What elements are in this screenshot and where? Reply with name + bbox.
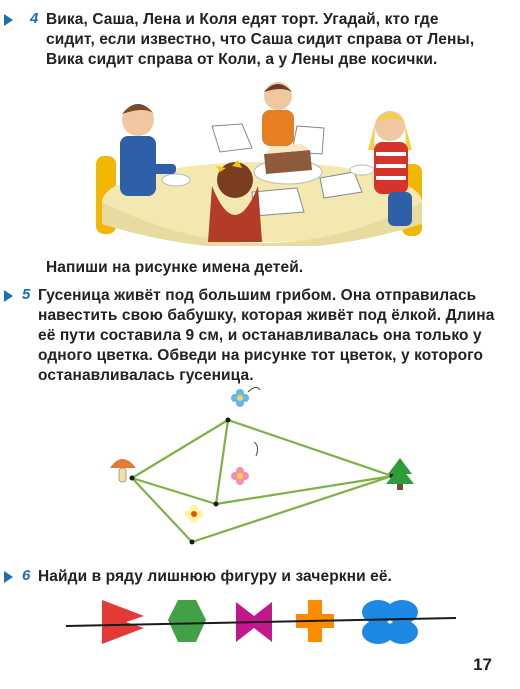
red-figure[interactable] (102, 600, 144, 644)
flower-icon[interactable] (185, 505, 203, 523)
caterpillar-path-diagram (100, 384, 430, 554)
task-6-text (38, 567, 392, 587)
fir-tree-icon (386, 458, 414, 490)
page-number: 17 (473, 655, 492, 674)
task-5-text (38, 286, 494, 386)
task-5-line-1: Гусеница живёт под большим грибом. Она отправилась (38, 287, 477, 304)
task-4-line-3: Вика сидит справа от Коли, а у Лены две косички. (46, 51, 438, 68)
task-4-line-2: сидит, если известно, что Саша сидит справа от Лены, (46, 31, 475, 48)
children-at-table-illustration (92, 74, 432, 246)
task-5-number: 5 (22, 286, 31, 303)
task-6-marker (4, 571, 13, 583)
task-4-instruction: Напиши на рисунке имена детей. (46, 259, 304, 276)
task-4-number: 4 (30, 10, 39, 27)
path-lines (132, 420, 392, 542)
task-5-line-4: одного цветка. Обведи на рисунке тот цветок, у которого (38, 347, 484, 364)
figures-row (60, 596, 460, 650)
task-5-line-3: её пути составила 9 см, и останавливалась она только у (38, 327, 482, 344)
task-4-marker (4, 14, 13, 26)
task-6-number: 6 (22, 567, 31, 584)
green-hexagon[interactable] (168, 600, 206, 642)
flower-icon[interactable] (231, 442, 258, 485)
blue-figure[interactable] (362, 600, 418, 644)
flower-icon[interactable] (231, 387, 260, 407)
task-5-marker (4, 290, 13, 302)
task-4-line-1: Вика, Саша, Лена и Коля едят торт. Угадай, кто где (46, 11, 439, 28)
task-6-line-1: Найди в ряду лишнюю фигуру и зачеркни её. (38, 568, 392, 585)
task-5-line-2: навестить свою бабушку, которая живёт под ёлкой. Длина (38, 307, 495, 324)
task-4-text (46, 10, 474, 70)
task-5-line-5: останавливалась гусеница. (38, 367, 254, 384)
